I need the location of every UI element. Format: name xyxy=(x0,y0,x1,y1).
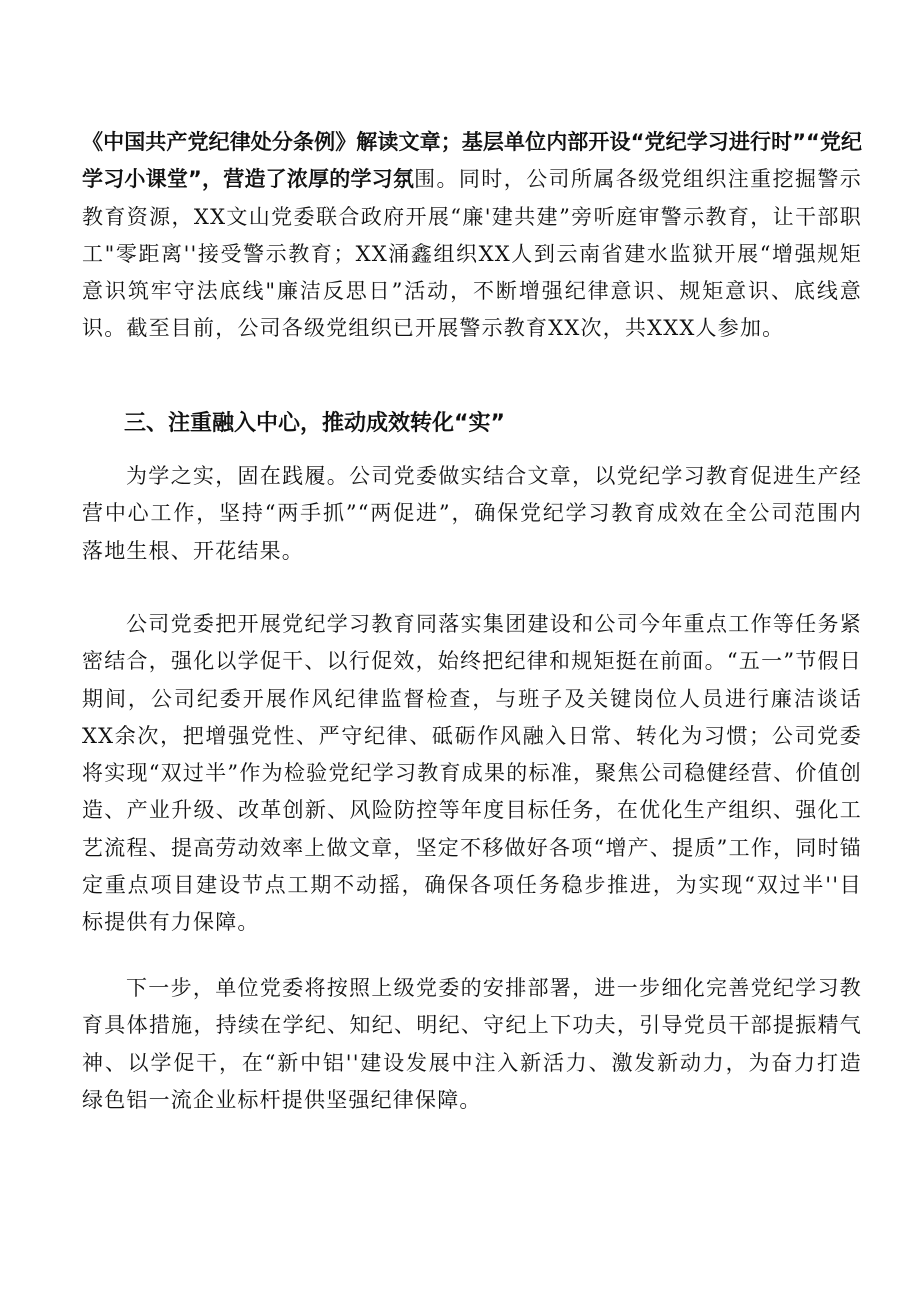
paragraph-4: 下一步，单位党委将按照上级党委的安排部署，进一步细化完善党纪学习教育具体措施，持续在学纪、知纪、明纪、守纪上下功夫，引导党员干部提振精气神、以学促干，在“新中铝''建设发展中注入新活力、激发新动力，为奋力打造绿色铝一流企业标杆提供坚强纪律保障。 xyxy=(82,976,862,1112)
paragraph-1-rest: 围。同时，公司所属各级党组织注重挖掘警示教育资源，XX文山党委联合政府开展“廉'建共建”旁听庭审警示教育，让干部职工"零距离''接受警示教育；XX涌鑫组织XX人到云南省建水监狱开展“增强规矩意识筑牢守法底线"廉洁反思日”活动，不断增强纪律意识、规矩意识、底线意识。截至目前，公司各级党组织已开展警示教育XX次，共XXX人参加。 xyxy=(82,167,862,341)
paragraph-1-lead: 《中国共产党纪律处分条例》解读文章；基层单位内部开设“党纪学习进行时”“党纪学习小课堂”，营造了浓厚的学习氛 xyxy=(82,130,862,192)
paragraph-3: 公司党委把开展党纪学习教育同落实集团建设和公司今年重点工作等任务紧密结合，强化以学促干、以行促效，始终把纪律和规矩挺在前面。“五一”节假日期间，公司纪委开展作风纪律监督检查，与班子及关键岗位人员进行廉洁谈话XX余次，把增强党性、严守纪律、砥砺作风融入日常、转化为习惯；公司党委将实现“双过半”作为检验党纪学习教育成果的标准，聚焦公司稳健经营、价值创造、产业升级、改革创新、风险防控等年度目标任务，在优化生产组织、强化工艺流程、提高劳动效率上做文章，坚定不移做好各项“增产、提质”工作，同时锚定重点项目建设节点工期不动摇，确保各项任务稳步推进，为实现“双过半''目标提供有力保障。 xyxy=(82,612,862,935)
paragraph-1 xyxy=(82,124,862,348)
paragraph-2: 为学之实，固在践履。公司党委做实结合文章，以党纪学习教育促进生产经营中心工作，坚持“两手抓”“两促进”，确保党纪学习教育成效在全公司范围内落地生根、开花结果。 xyxy=(82,464,862,563)
section-heading: 三、注重融入中心，推动成效转化“实” xyxy=(124,411,505,436)
